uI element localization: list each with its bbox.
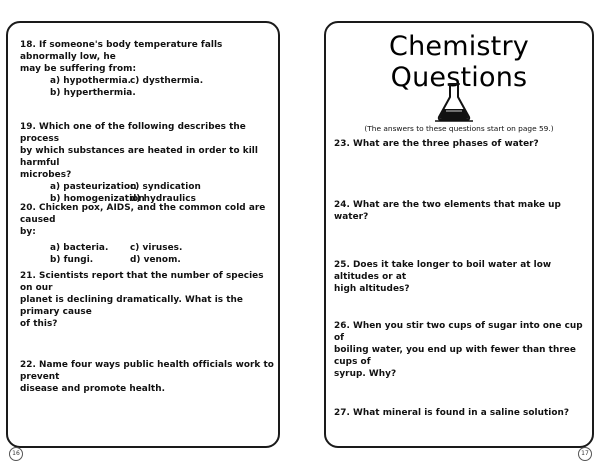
question-19 <box>20 121 278 205</box>
question-21 <box>20 270 278 330</box>
question-20 <box>20 202 278 266</box>
choice-a: a) hypothermia. <box>50 76 132 86</box>
choice-b: b) homogenization <box>50 194 145 204</box>
page-number-left: 16 <box>9 447 23 461</box>
question-24 <box>334 199 592 223</box>
question-25-line-1: 25. Does it take longer to boil water at low altitudes or at <box>334 260 552 282</box>
question-25-line-2: high altitudes? <box>334 284 410 294</box>
question-20-line-1: 20. Chicken pox, AIDS, and the common cold are caused <box>20 203 266 225</box>
question-21-line-1: 21. Scientists report that the number of species on our <box>20 271 264 293</box>
question-25 <box>334 259 592 295</box>
question-18-line-2: may be suffering from: <box>20 64 137 74</box>
question-26-line-1: 26. When you stir two cups of sugar into one cup of <box>334 321 583 343</box>
question-26 <box>334 320 592 380</box>
question-22-line-2: disease and promote health. <box>20 384 166 394</box>
question-26-line-2: boiling water, you end up with fewer than three cups of <box>334 345 576 367</box>
choice-b: b) fungi. <box>50 255 94 265</box>
question-23 <box>334 138 539 150</box>
question-18-line-1: 18. If someone's body temperature falls abnormally low, he <box>20 40 223 62</box>
page-title: Chemistry Questions <box>389 31 529 93</box>
choice-c: c) viruses. <box>130 243 183 253</box>
question-19-line-1: 19. Which one of the following describes the process <box>20 122 246 144</box>
question-21-line-2: planet is declining dramatically. What is the primary cause <box>20 295 243 317</box>
choice-empty <box>130 87 230 99</box>
question-24-line-1: 24. What are the two elements that make up water? <box>334 200 561 222</box>
question-21-line-3: of this? <box>20 319 58 329</box>
question-22-line-1: 22. Name four ways public health officials work to prevent <box>20 360 274 382</box>
question-27 <box>334 407 569 419</box>
question-27-line-1: 27. What mineral is found in a saline solution? <box>334 408 570 418</box>
question-20-line-2: by: <box>20 227 36 237</box>
choice-d: d) venom. <box>130 255 181 265</box>
right-page-panel <box>324 21 594 448</box>
choice-a: a) bacteria. <box>50 243 109 253</box>
choice-c: c) syndication <box>130 182 201 192</box>
question-18 <box>20 39 278 99</box>
question-22 <box>20 359 278 395</box>
flask-icon <box>434 81 474 123</box>
left-page-panel <box>6 21 280 448</box>
question-23-line-1: 23. What are the three phases of water? <box>334 139 539 149</box>
answers-note: (The answers to these questions start on page 59.) <box>364 124 554 133</box>
question-26-line-3: syrup. Why? <box>334 369 397 379</box>
page-number-right: 17 <box>578 447 592 461</box>
question-19-line-3: microbes? <box>20 170 72 180</box>
question-18-choices <box>50 75 278 99</box>
question-19-line-2: by which substances are heated in order to kill harmful <box>20 146 258 168</box>
choice-b: b) hyperthermia. <box>50 88 136 98</box>
choice-d: d) hydraulics <box>130 194 196 204</box>
question-20-choices <box>50 242 278 266</box>
choice-c: c) dysthermia. <box>130 76 204 86</box>
choice-a: a) pasteurization <box>50 182 137 192</box>
